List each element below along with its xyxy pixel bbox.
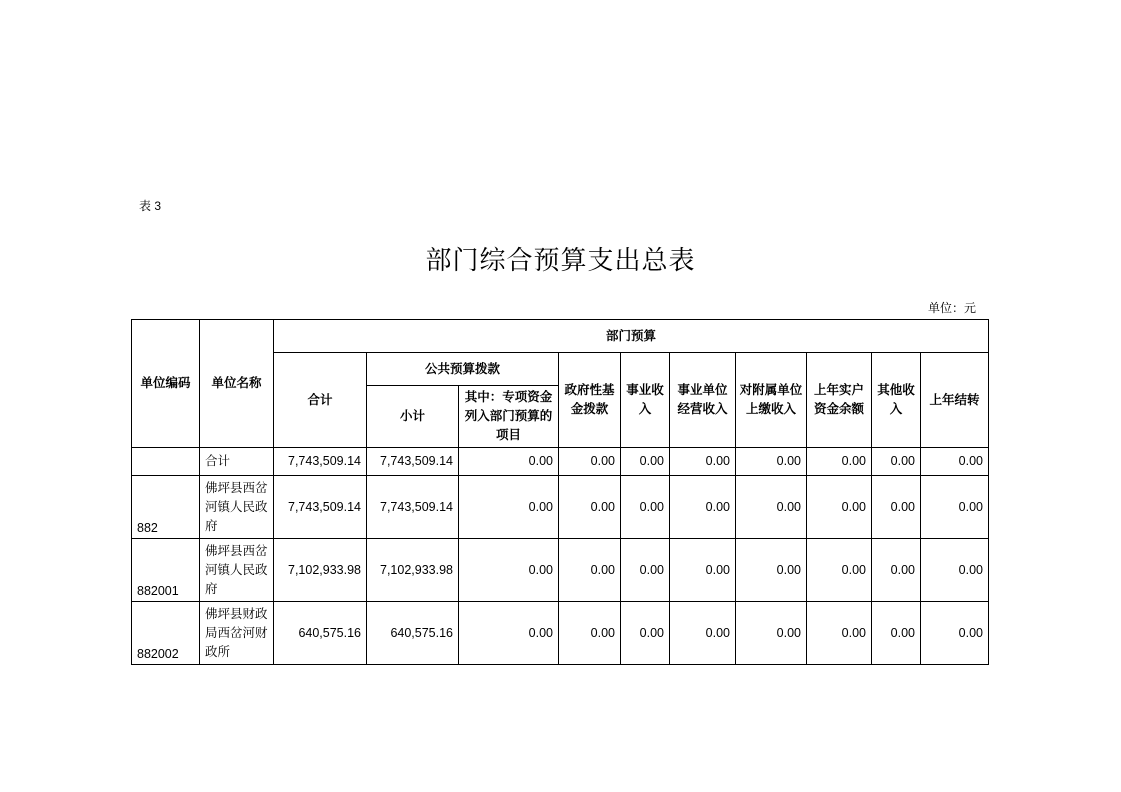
table-label: 表 3: [139, 199, 162, 213]
cell-prior: 0.00: [807, 476, 872, 539]
cell-operating: 0.00: [670, 539, 736, 602]
cell-name: 佛坪县财政局西岔河财政所: [200, 602, 274, 665]
header-affiliated-income: 对附属单位上缴收入: [736, 353, 807, 448]
cell-code: 882001: [132, 539, 200, 602]
table-row: [132, 602, 989, 665]
cell-affiliated: 0.00: [736, 539, 807, 602]
header-carryover: 上年结转: [921, 353, 989, 448]
header-dept-budget: 部门预算: [274, 320, 989, 353]
header-other-income: 其他收入: [872, 353, 921, 448]
cell-special: 0.00: [459, 448, 559, 476]
cell-special: 0.00: [459, 539, 559, 602]
table-row: [132, 476, 989, 539]
cell-affiliated: 0.00: [736, 448, 807, 476]
cell-gov-fund: 0.00: [559, 448, 621, 476]
cell-business: 0.00: [621, 476, 670, 539]
cell-name: 合计: [200, 448, 274, 476]
header-operating-income: 事业单位经营收入: [670, 353, 736, 448]
cell-operating: 0.00: [670, 476, 736, 539]
cell-special: 0.00: [459, 602, 559, 665]
cell-carryover: 0.00: [921, 539, 989, 602]
cell-subtotal: 7,743,509.14: [367, 448, 459, 476]
header-prior-balance: 上年实户资金余额: [807, 353, 872, 448]
cell-operating: 0.00: [670, 602, 736, 665]
cell-code: 882002: [132, 602, 200, 665]
cell-prior: 0.00: [807, 448, 872, 476]
cell-special: 0.00: [459, 476, 559, 539]
cell-other: 0.00: [872, 539, 921, 602]
cell-gov-fund: 0.00: [559, 539, 621, 602]
header-special-projects: 其中：专项资金列入部门预算的项目: [459, 386, 559, 448]
cell-total: 7,743,509.14: [274, 448, 367, 476]
cell-subtotal: 7,743,509.14: [367, 476, 459, 539]
cell-gov-fund: 0.00: [559, 476, 621, 539]
cell-affiliated: 0.00: [736, 476, 807, 539]
cell-prior: 0.00: [807, 539, 872, 602]
cell-name: 佛坪县西岔河镇人民政府: [200, 539, 274, 602]
header-public-budget: 公共预算拨款: [367, 353, 559, 386]
cell-total: 640,575.16: [274, 602, 367, 665]
unit-label: 单位：元: [928, 301, 977, 315]
cell-total: 7,102,933.98: [274, 539, 367, 602]
cell-prior: 0.00: [807, 602, 872, 665]
cell-code: 882: [132, 476, 200, 539]
header-unit-name: 单位名称: [200, 320, 274, 448]
header-unit-code: 单位编码: [132, 320, 200, 448]
page-title: 部门综合预算支出总表: [425, 245, 696, 275]
cell-business: 0.00: [621, 602, 670, 665]
header-business-income: 事业收入: [621, 353, 670, 448]
cell-subtotal: 640,575.16: [367, 602, 459, 665]
cell-carryover: 0.00: [921, 476, 989, 539]
cell-other: 0.00: [872, 476, 921, 539]
cell-business: 0.00: [621, 448, 670, 476]
table-row: [132, 448, 989, 476]
cell-affiliated: 0.00: [736, 602, 807, 665]
cell-total: 7,743,509.14: [274, 476, 367, 539]
cell-carryover: 0.00: [921, 602, 989, 665]
header-total: 合计: [274, 353, 367, 448]
table-row: [132, 539, 989, 602]
cell-other: 0.00: [872, 448, 921, 476]
table-header: [132, 320, 989, 448]
cell-subtotal: 7,102,933.98: [367, 539, 459, 602]
cell-code: [132, 448, 200, 476]
header-subtotal: 小计: [367, 386, 459, 448]
budget-table: [131, 319, 989, 665]
cell-carryover: 0.00: [921, 448, 989, 476]
cell-gov-fund: 0.00: [559, 602, 621, 665]
header-gov-fund: 政府性基金拨款: [559, 353, 621, 448]
cell-name: 佛坪县西岔河镇人民政府: [200, 476, 274, 539]
cell-operating: 0.00: [670, 448, 736, 476]
cell-other: 0.00: [872, 602, 921, 665]
cell-business: 0.00: [621, 539, 670, 602]
